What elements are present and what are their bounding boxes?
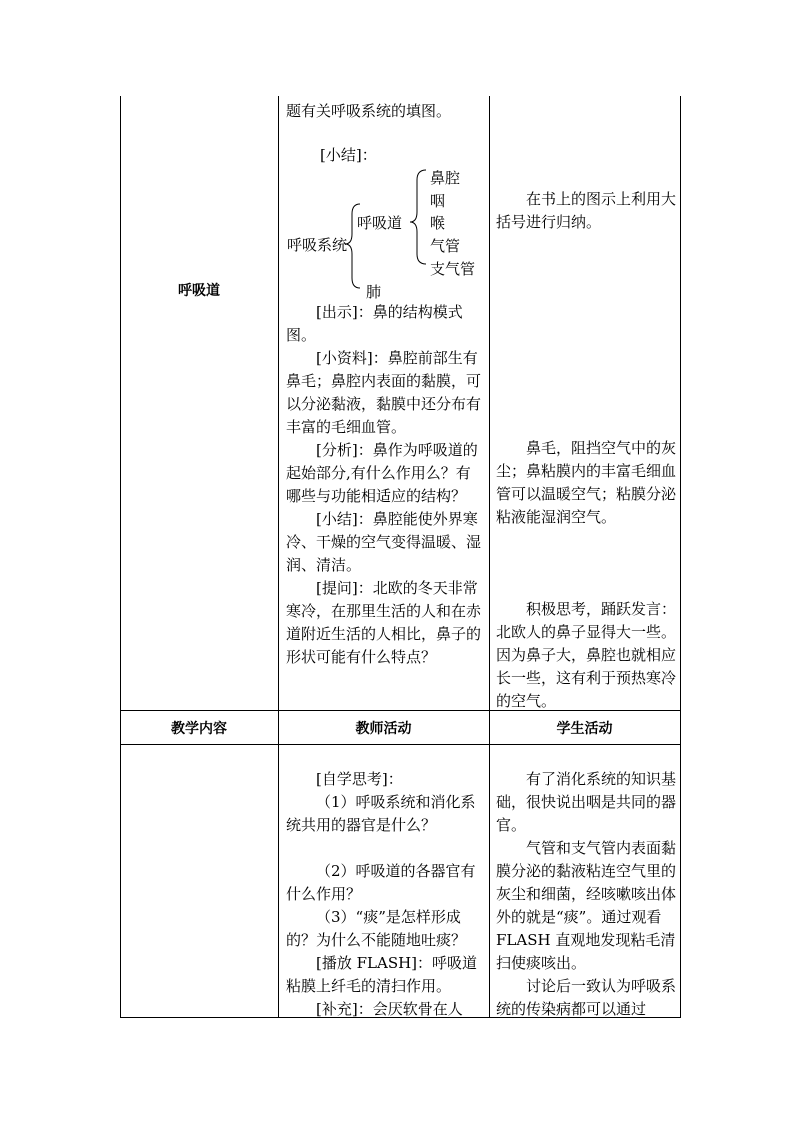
teacher-gap	[286, 837, 482, 860]
teacher-q1: （1）呼吸系统和消化系统共用的器官是什么？	[286, 793, 476, 834]
student-top-p3: 积极思考，踊跃发言：北欧人的鼻子显得大一些。因为鼻子大，鼻腔也就相应长一些，这有利于预热寒冷的空气。	[496, 600, 677, 710]
topic-label: 呼吸道	[178, 283, 220, 299]
diagram-organ-trachea: 气管	[430, 237, 461, 255]
student-top-p2: 鼻毛，阻挡空气中的灰尘；鼻粘膜内的丰富毛细血管可以温暖空气；粘膜分泌粘液能湿润空气。	[496, 439, 677, 526]
teacher-q3: （3）“痰”是怎样形成的？为什么不能随地吐痰？	[286, 908, 467, 949]
teacher-line0: 题有关呼吸系统的填图。	[286, 102, 452, 120]
diagram-organ-larynx: 喉	[430, 214, 446, 232]
teacher-supplement: [补充]：会厌软骨在人	[316, 1000, 463, 1018]
table-border-right	[680, 96, 681, 1018]
student-answer2: 气管和支气管内表面黏膜分泌的黏液粘连空气里的灰尘和细菌，经咳嗽咳出体外的就是“痰”。通过观看 FLASH 直观地发现粘毛清扫使痰咳出。	[496, 839, 677, 972]
teacher-info: [小资料]：鼻腔前部生有鼻毛；鼻腔内表面的黏膜，可以分泌黏液，黏膜中还分布有丰富的毛细血管。	[286, 349, 482, 436]
brace-small	[410, 170, 426, 264]
header-teaching-content: 教学内容	[171, 721, 227, 737]
teacher-selfstudy: [自学思考]：	[316, 770, 403, 788]
table-divider-2	[489, 96, 490, 1018]
diagram-branch-airway: 呼吸道	[357, 214, 403, 232]
teacher-bottom	[286, 768, 482, 1021]
header-student-activity: 学生活动	[556, 721, 613, 737]
student-bottom	[496, 768, 678, 1021]
teacher-analysis: [分析]：鼻作为呼吸道的起始部分,有什么作用么？有哪些与功能相适应的结构？	[286, 441, 478, 505]
table-divider-1	[278, 96, 279, 1018]
teacher-question: [提问]：北欧的冬天非常寒冷，在那里生活的人和在赤道附近生活的人相比，鼻子的形状可能有什么特点？	[286, 579, 482, 666]
teacher-top-body	[286, 301, 482, 669]
student-answer1: 有了消化系统的知识基础，很快说出咽是共同的器官。	[496, 770, 677, 834]
header-teacher-activity: 教师活动	[355, 721, 412, 737]
diagram-root: 呼吸系统	[287, 236, 348, 254]
student-top-p1: 在书上的图示上利用大括号进行归纳。	[496, 190, 677, 231]
table-border-left	[120, 96, 121, 1018]
teacher-summary2: [小结]：鼻腔能使外界寒冷、干燥的空气变得温暖、湿润、清洁。	[286, 510, 482, 574]
row-line-2	[120, 744, 681, 745]
teacher-show: [出示]：鼻的结构模式图。	[286, 303, 463, 344]
student-answer3: 讨论后一致认为呼吸系统的传染病都可以通过	[496, 977, 677, 1018]
diagram-organ-nasal-cavity: 鼻腔	[430, 169, 461, 187]
diagram-branch-lung: 肺	[366, 283, 382, 301]
teacher-top-intro	[286, 100, 482, 123]
summary-label: [小结]：	[320, 146, 377, 164]
teacher-q2: （2）呼吸道的各器官有什么作用？	[286, 862, 476, 903]
teacher-flash: [播放 FLASH]：呼吸道粘膜上纤毛的清扫作用。	[286, 954, 478, 995]
diagram-organ-pharynx: 咽	[430, 192, 446, 210]
diagram-organ-bronchus: 支气管	[430, 260, 476, 278]
topic-cell	[120, 280, 278, 303]
